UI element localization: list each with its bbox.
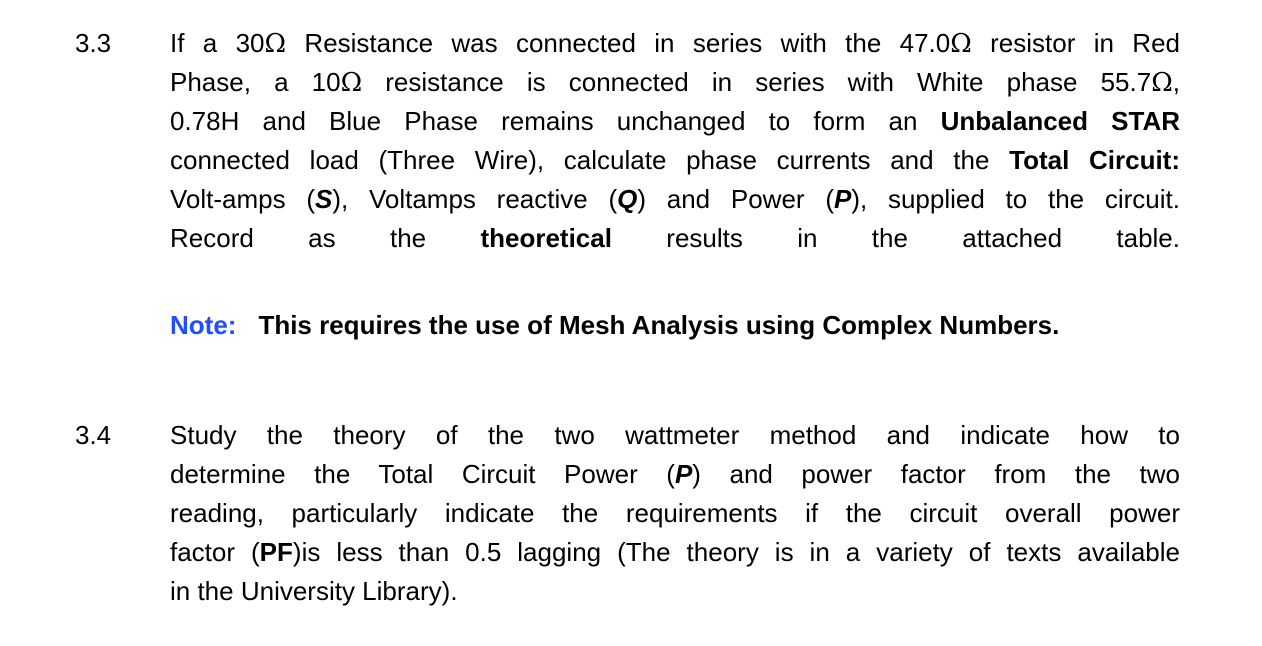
question-body xyxy=(170,24,1180,258)
question-line-6: Record as the theoretical results in the attached table. xyxy=(170,223,1180,253)
question-line-4: factor (PF)is less than 0.5 lagging (The theory is in a variety of texts available xyxy=(170,537,1180,567)
question-line-3: reading, particularly indicate the requirements if the circuit overall power xyxy=(170,498,1180,528)
emphasis-text: theoretical xyxy=(480,223,612,253)
symbol-q: Q xyxy=(617,184,638,214)
question-line-3: 0.78H and Blue Phase remains unchanged to form an Unbalanced STAR xyxy=(170,106,1181,136)
ohm-symbol: Ω xyxy=(264,29,287,59)
question-line-1: If a 30Ω Resistance was connected in series with the 47.0Ω resistor in Red xyxy=(170,28,1180,59)
ohm-symbol: Ω xyxy=(1151,68,1173,98)
question-line-1: Study the theory of the two wattmeter method and indicate how to xyxy=(170,420,1180,450)
emphasis-text: Unbalanced STAR xyxy=(940,106,1181,136)
question-number: 3.4 xyxy=(75,420,112,450)
ohm-symbol: Ω xyxy=(950,29,972,59)
question-line-4: connected load (Three Wire), calculate phase currents and the Total Circuit: xyxy=(170,145,1180,175)
question-body xyxy=(170,416,1180,611)
question-line-2: determine the Total Circuit Power (P) and power factor from the two xyxy=(170,459,1180,489)
symbol-pf: PF xyxy=(259,537,293,567)
note xyxy=(170,306,1059,345)
question-line-2: Phase, a 10Ω resistance is connected in series with White phase 55.7Ω, xyxy=(170,67,1180,98)
symbol-p: P xyxy=(674,459,693,489)
question-line-5: Volt-amps (S), Voltamps reactive (Q) and Power (P), supplied to the circuit. xyxy=(170,184,1180,214)
symbol-p: P xyxy=(833,184,852,214)
note-label: Note: xyxy=(170,310,237,340)
note-text: This requires the use of Mesh Analysis using Complex Numbers. xyxy=(258,310,1060,340)
ohm-symbol: Ω xyxy=(340,68,363,98)
question-number: 3.3 xyxy=(75,28,112,58)
emphasis-text: Total Circuit: xyxy=(1009,145,1180,175)
symbol-s: S xyxy=(315,184,333,214)
question-line-5: in the University Library). xyxy=(170,576,458,606)
